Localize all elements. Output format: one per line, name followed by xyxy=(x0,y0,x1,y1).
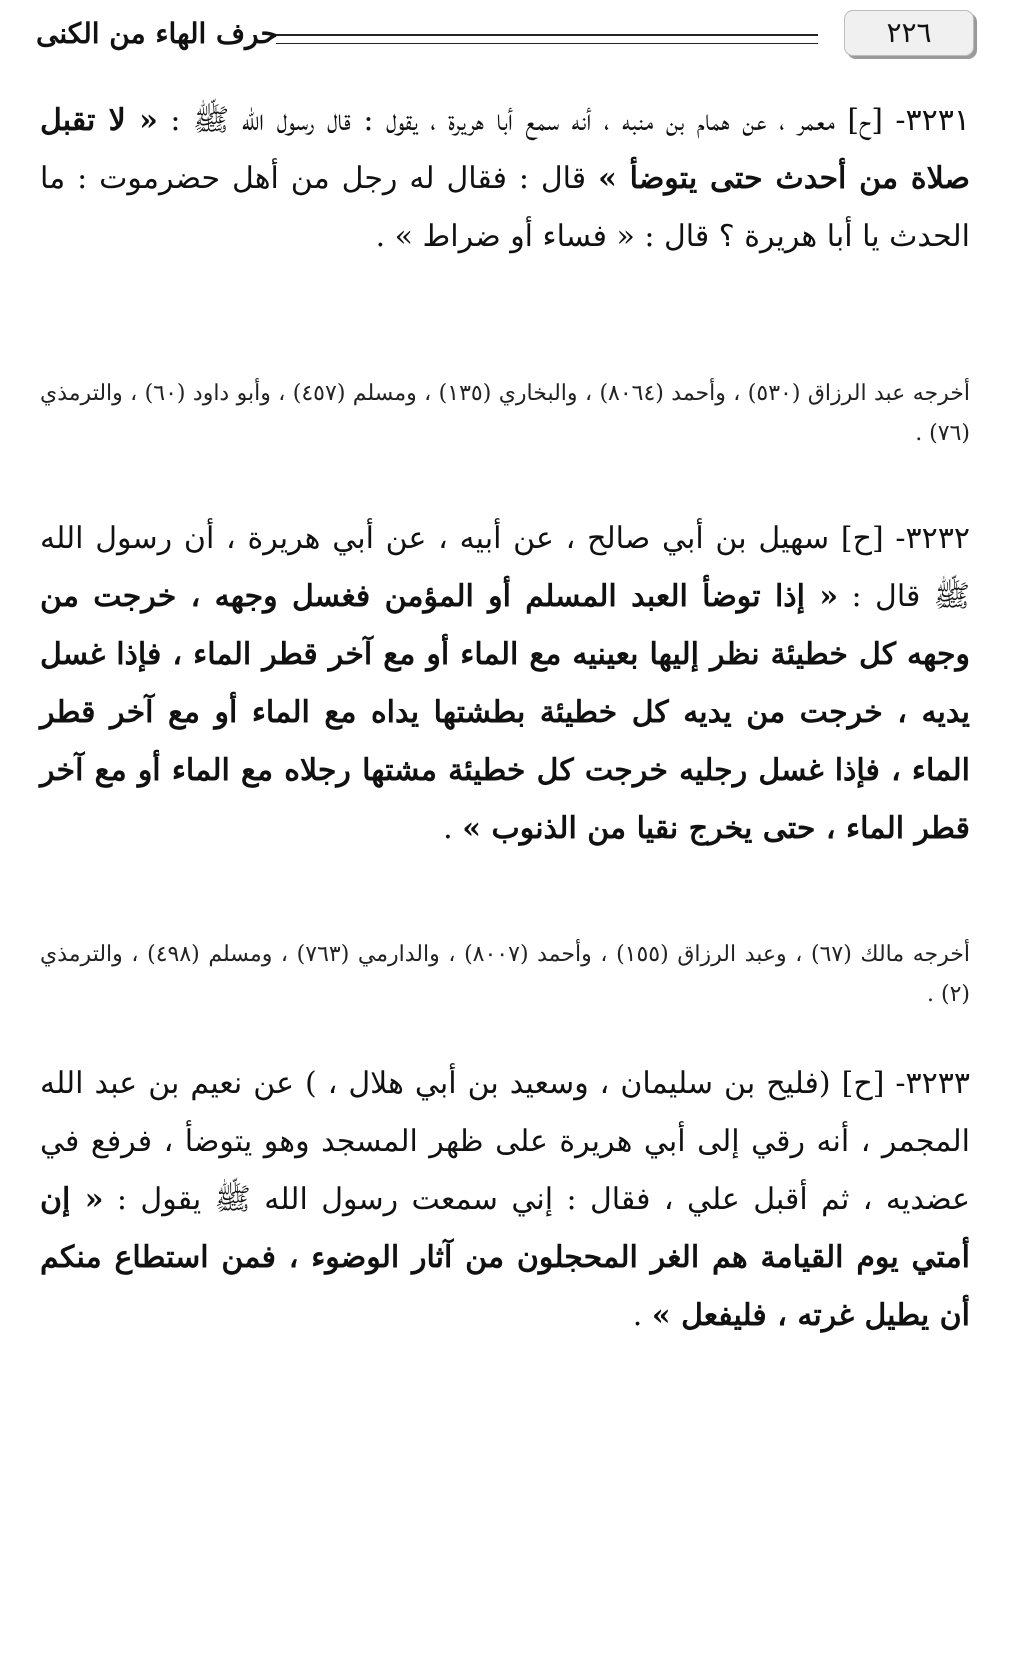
hadith-matn: « إن أمتي يوم القيامة هم الغر المحجلون من آثار الوضوء ، فمن استطاع منكم أن يطيل غرته ، فليفعل » xyxy=(40,1182,970,1333)
hadith-rest: . xyxy=(632,1298,643,1333)
hadith-matn: « لا تقبل صلاة من أحدث حتى يتوضأ » xyxy=(40,103,970,196)
hadith-rest: قال : فقال له رجل من أهل حضرموت : ما الحدث يا أبا هريرة ؟ قال : « فساء أو ضراط » . xyxy=(40,161,970,254)
page-header xyxy=(36,10,974,60)
page-number: ٢٢٦ xyxy=(886,16,932,49)
hadith-isnad: معمر ، عن همام بن منبه ، أنه سمع أبا هريرة ، يقول : قال رسول الله ﷺ : xyxy=(170,103,835,138)
hadith-number: ٣٢٣٢- [ح] xyxy=(840,521,970,556)
hadith-matn: « إذا توضأ العبد المسلم أو المؤمن فغسل وجهه ، خرجت من وجهه كل خطيئة نظر إليها بعينيه مع الماء أو مع آخر قطر الماء ، فإذا غسل يديه ، خرجت من يديه كل خطيئة بطشتها يداه مع الماء أو مع آخر قطر الماء ، فإذا غسل رجليه خرجت كل خطيئة مشتها رجلاه مع الماء أو مع آخر قطر الماء ، حتى يخرج نقيا من الذنوب » xyxy=(40,579,970,846)
hadith-isnad: (فليح بن سليمان ، وسعيد بن أبي هلال ، ) عن نعيم بن عبد الله المجمر ، أنه رقي إلى أبي هريرة على ظهر المسجد وهو يتوضأ ، فرفع في عضديه ، ثم أقبل علي ، فقال : إني سمعت رسول الله ﷺ يقول : xyxy=(40,1066,971,1217)
header-rule xyxy=(276,34,818,44)
hadith-3233 xyxy=(40,1055,970,1345)
hadith-number: ٣٢٣٣- [ح] xyxy=(841,1066,970,1101)
page-number-box xyxy=(844,10,974,56)
hadith-number: ٣٢٣١- [ح] xyxy=(847,103,970,138)
chapter-title: حرف الهاء من الكنى xyxy=(36,17,278,50)
hadith-3232 xyxy=(40,510,970,858)
takhrij-3231: أخرجه عبد الرزاق (٥٣٠) ، وأحمد (٨٠٦٤) ، والبخاري (١٣٥) ، ومسلم (٤٥٧) ، وأبو داود (٦٠) ، والترمذي (٧٦) . xyxy=(40,381,970,446)
hadith-isnad: سهيل بن أبي صالح ، عن أبيه ، عن أبي هريرة ، أن رسول الله ﷺ قال : xyxy=(40,521,971,614)
hadith-3231 xyxy=(40,92,970,266)
takhrij-3232: أخرجه مالك (٦٧) ، وعبد الرزاق (١٥٥) ، وأحمد (٨٠٠٧) ، والدارمي (٧٦٣) ، ومسلم (٤٩٨) ، والترمذي (٢) . xyxy=(40,942,970,1007)
hadith-rest: . xyxy=(443,811,453,846)
